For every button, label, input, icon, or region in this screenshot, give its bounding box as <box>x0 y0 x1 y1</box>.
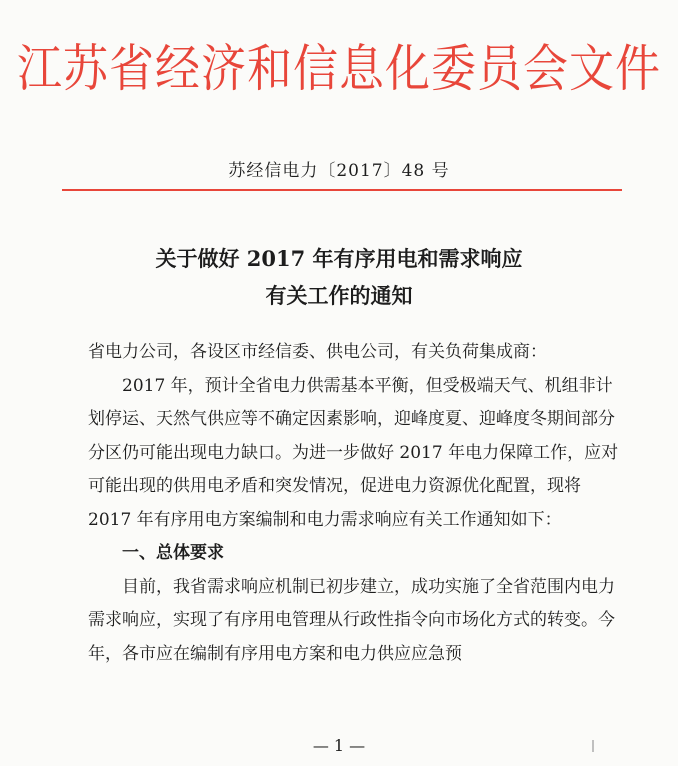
document-body <box>88 336 628 671</box>
salutation: 省电力公司，各设区市经信委、供电公司，有关负荷集成商： <box>88 342 547 362</box>
page-number: — 1 — <box>312 736 366 755</box>
scan-speck <box>592 740 594 752</box>
issuer-header-title: 江苏省经济和信息化委员会文件 <box>16 38 661 99</box>
body-paragraph-1: 2017 年，预计全省电力供需基本平衡，但受极端天气、机组非计划停运、天然气供应等不确定因素影响，迎峰度夏、迎峰度冬期间部分分区仍可能出现电力缺口。为进一步做好 2017 年电力保障工作，应对可能出现的供用电矛盾和突发情况，促进电力资源优化配置，现将 2017 年有序用电方案编制和电力需求响应有关工作通知如下： <box>88 375 619 530</box>
body-paragraph-2: 目前，我省需求响应机制已初步建立，成功实施了全省范围内电力需求响应，实现了有序用电管理从行政性指令向市场化方式的转变。今年，各市应在编制有序用电方案和电力供应应急预 <box>88 576 615 664</box>
red-divider-line <box>62 189 622 191</box>
document-number: 苏经信电力〔2017〕48 号 <box>228 161 450 181</box>
notice-title-line-1: 关于做好 2017 年有序用电和需求响应 <box>155 246 523 271</box>
section-heading-1: 一、总体要求 <box>122 543 224 563</box>
notice-title-line-2: 有关工作的通知 <box>265 283 413 308</box>
notice-title <box>0 240 678 314</box>
